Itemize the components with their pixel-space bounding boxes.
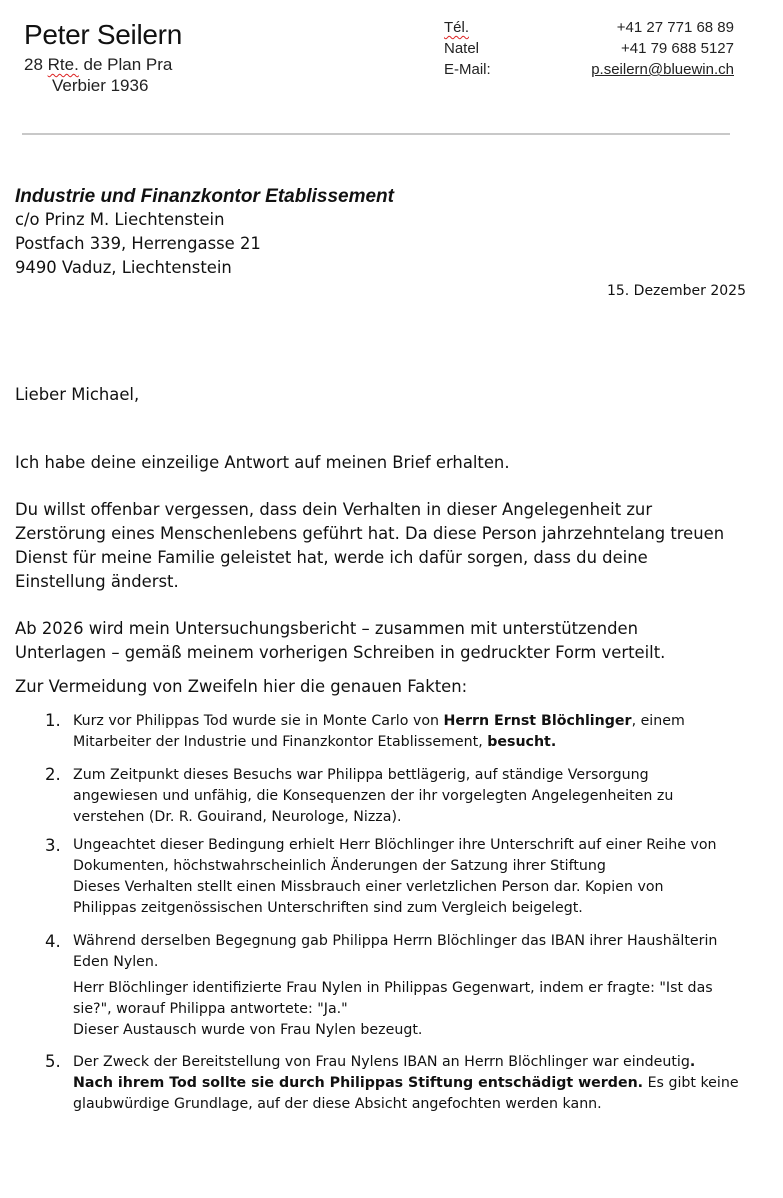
tel-label-text: Tél. [444, 19, 470, 36]
list-number-5: 5. [45, 1052, 61, 1071]
list-item-3 [73, 835, 763, 919]
natel-label: Natel [444, 40, 480, 57]
list-item-2 [73, 765, 763, 828]
item1-text-d: Mitarbeiter der Industrie und Finanzkontor Etablissement, [73, 734, 488, 750]
list-number-3: 3. [45, 836, 61, 855]
sender-address-line2: Verbier 1936 [52, 76, 149, 95]
list-item-3-line: Ungeachtet dieser Bedingung erhielt Herr Blöchlinger ihre Unterschrift auf einer Reihe von [73, 837, 717, 853]
list-item-1 [73, 711, 763, 753]
list-item-5-line [73, 1052, 763, 1073]
natel-value: +41 79 688 5127 [620, 40, 734, 57]
list-item-5 [73, 1052, 763, 1115]
recipient-line3: 9490 Vaduz, Liechtenstein [15, 258, 232, 277]
recipient-company: Industrie und Finanzkontor Etablissement [15, 186, 394, 207]
item1-name: Herrn Ernst Blöchlinger [443, 713, 632, 729]
salutation: Lieber Michael, [15, 385, 140, 404]
item1-text-a: Kurz vor Philippas Tod wurde sie in Monte Carlo von [73, 713, 444, 729]
list-item-3-line: Dieses Verhalten stellt einen Missbrauch einer verletzlichen Person dar. Kopien von [73, 879, 664, 895]
item5-period: . [689, 1054, 696, 1070]
list-number-1: 1. [45, 711, 61, 730]
item1-visited: besucht. [487, 734, 557, 750]
list-item-4-line: sie?", worauf Philippa antwortete: "Ja." [73, 1001, 348, 1017]
list-item-5-line: glaubwürdige Grundlage, auf der diese Absicht angefochten werden kann. [73, 1096, 602, 1112]
address-abbrev: Rte. [47, 55, 79, 74]
paragraph-2-line: Du willst offenbar vergessen, dass dein Verhalten in dieser Angelegenheit zur [15, 500, 653, 519]
email-label: E-Mail: [444, 61, 491, 78]
recipient-line1: c/o Prinz M. Liechtenstein [15, 210, 225, 229]
paragraph-2-line: Zerstörung eines Menschenlebens geführt hat. Da diese Person jahrzehntelang treuen [15, 524, 725, 543]
paragraph-2-line: Dienst für meine Familie geleistet hat, werde ich dafür sorgen, dass du deine [15, 548, 648, 567]
list-number-2: 2. [45, 765, 61, 784]
list-number-4: 4. [45, 932, 61, 951]
tel-label [444, 17, 469, 38]
item1-text-c: , einem [631, 713, 685, 729]
paragraph-1-line: Ich habe deine einzeilige Antwort auf meinen Brief erhalten. [15, 453, 510, 472]
paragraph-4 [15, 675, 760, 699]
paragraph-2-line: Einstellung änderst. [15, 572, 179, 591]
list-item-4-line: Während derselben Begegnung gab Philippa Herrn Blöchlinger das IBAN ihrer Haushälterin [73, 933, 718, 949]
list-item-2-line: Zum Zeitpunkt dieses Besuchs war Philippa bettlägerig, auf ständige Versorgung [73, 767, 649, 783]
sender-address-line1 [24, 54, 172, 75]
list-item-3-line: Dokumenten, höchstwahrscheinlich Änderungen der Satzung ihrer Stiftung [73, 858, 606, 874]
list-item-1-line [73, 732, 763, 753]
email-link[interactable]: p.seilern@bluewin.ch [591, 61, 734, 78]
paragraph-2 [15, 498, 760, 594]
list-item-5-line [73, 1073, 763, 1094]
recipient-line2: Postfach 339, Herrengasse 21 [15, 234, 261, 253]
address-suffix: de Plan Pra [78, 55, 173, 74]
paragraph-3 [15, 617, 760, 665]
item5-text-d: Es gibt keine [643, 1075, 739, 1091]
paragraph-3-line: Ab 2026 wird mein Untersuchungsbericht – zusammen mit unterstützenden [15, 619, 638, 638]
list-item-4 [73, 931, 763, 1041]
list-item-4-line: Eden Nylen. [73, 954, 159, 970]
item5-text-a: Der Zweck der Bereitstellung von Frau Nylens IBAN an Herrn Blöchlinger war eindeutig [73, 1054, 690, 1070]
paragraph-3-line: Unterlagen – gemäß meinem vorherigen Schreiben in gedruckter Form verteilt. [15, 643, 666, 662]
tel-value: +41 27 771 68 89 [616, 19, 734, 36]
letter-date: 15. Dezember 2025 [606, 283, 746, 299]
sender-name: Peter Seilern [24, 19, 182, 50]
list-item-4-line: Dieser Austausch wurde von Frau Nylen bezeugt. [73, 1022, 423, 1038]
address-prefix: 28 [24, 55, 48, 74]
list-item-1-line [73, 711, 763, 732]
paragraph-1 [15, 451, 760, 475]
paragraph-4-line: Zur Vermeidung von Zweifeln hier die genauen Fakten: [15, 677, 468, 696]
list-item-2-line: angewiesen und unfähig, die Konsequenzen der ihr vorgelegten Angelegenheiten zu [73, 788, 674, 804]
list-item-4-line: Herr Blöchlinger identifizierte Frau Nylen in Philippas Gegenwart, indem er fragte: "Ist das [73, 980, 713, 996]
item5-emphasis: Nach ihrem Tod sollte sie durch Philippas Stiftung entschädigt werden. [73, 1075, 644, 1091]
list-item-3-line: Philippas zeitgenössischen Unterschriften sind zum Vergleich beigelegt. [73, 900, 583, 916]
header-divider [22, 133, 730, 135]
list-item-2-line: verstehen (Dr. R. Gouirand, Neurologe, Nizza). [73, 809, 402, 825]
